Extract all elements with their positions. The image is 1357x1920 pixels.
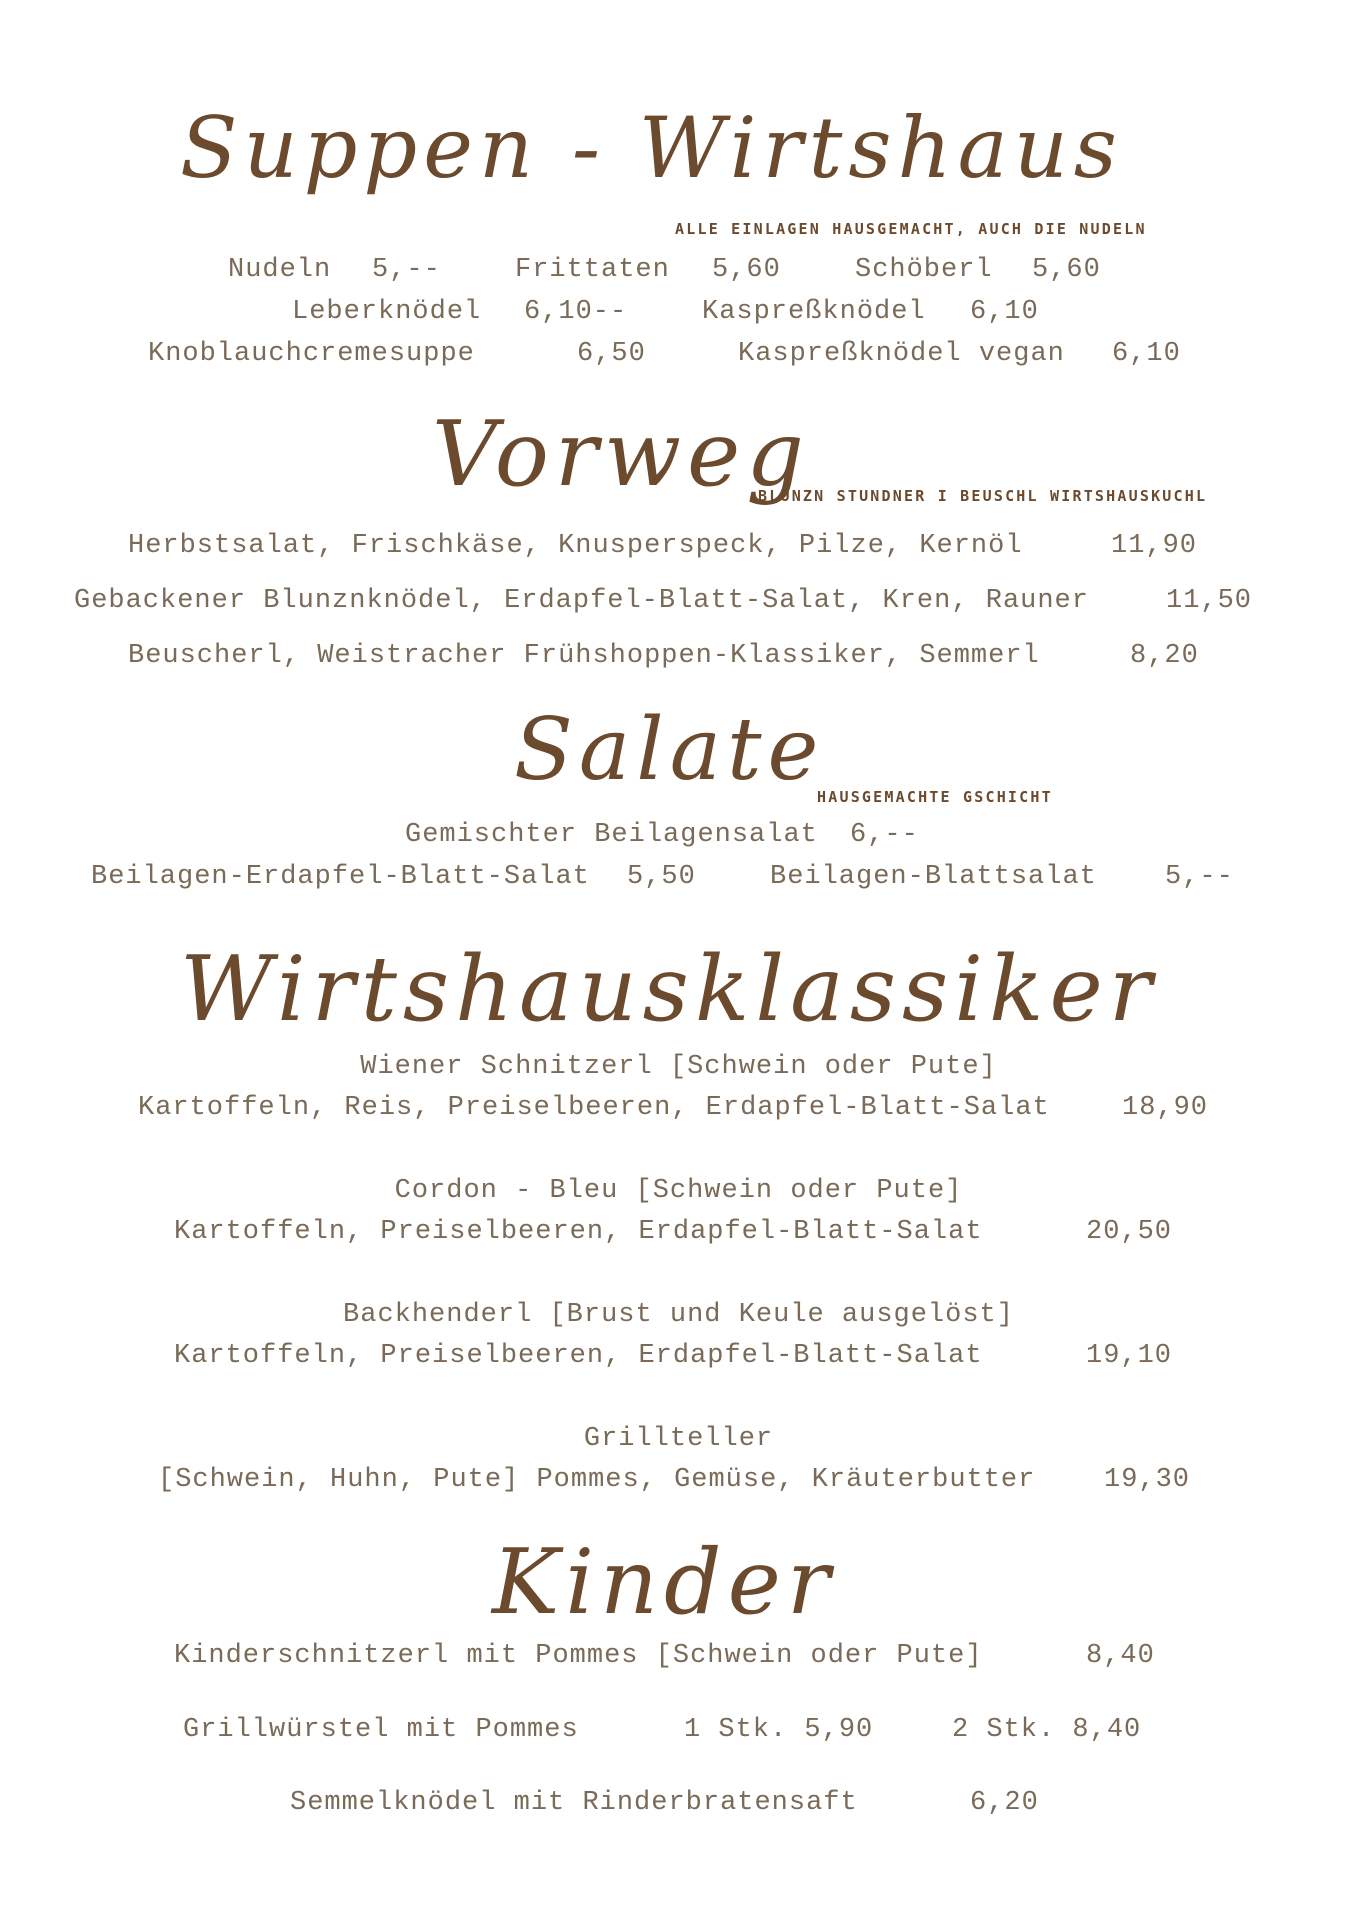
menu-item-price: 19,30 (1104, 1465, 1191, 1495)
menu-item-price: 19,10 (1086, 1341, 1173, 1371)
section-tagline-soups: ALLE EINLAGEN HAUSGEMACHT, AUCH DIE NUDELN (675, 220, 1147, 238)
menu-item-name: Grillwürstel mit Pommes (183, 1715, 579, 1745)
menu-item-name: Kinderschnitzerl mit Pommes [Schwein oder Pute] (174, 1641, 983, 1671)
menu-item-name: Beuscherl, Weistracher Frühshoppen-Klassiker, Semmerl (128, 641, 1040, 671)
classic-item-name: Grillteller (583, 1424, 774, 1454)
menu-item-price: 6,10 (1112, 339, 1181, 369)
classic-item-name: Cordon - Bleu [Schwein oder Pute] (394, 1176, 963, 1206)
classic-item-sides-row (0, 1217, 1357, 1251)
menu-item-price: 8,20 (1130, 641, 1199, 671)
section-title-kids: Kinder (492, 1530, 836, 1635)
menu-item-name: Kaspreßknödel vegan (738, 339, 1065, 369)
menu-item-sides: Kartoffeln, Reis, Preiselbeeren, Erdapfel-Blatt-Salat (138, 1093, 1050, 1123)
section-title-salads: Salate (514, 700, 825, 800)
salads-row-1 (0, 820, 1357, 854)
salads-row-2 (0, 862, 1357, 896)
menu-item-price: 8,40 (1086, 1641, 1155, 1671)
section-title-classics: Wirtshausklassiker (180, 937, 1158, 1042)
menu-item-price: 6,-- (850, 820, 919, 850)
starters-row-3 (0, 641, 1357, 675)
menu-item-name: Semmelknödel mit Rinderbratensaft (290, 1788, 858, 1818)
menu-item-price: 6,50 (577, 339, 646, 369)
menu-item-option: 2 Stk. 8,40 (952, 1715, 1142, 1745)
menu-item-price: 11,50 (1166, 586, 1253, 616)
soups-row-2 (0, 297, 1357, 331)
soups-row-3 (0, 339, 1357, 373)
kids-row-1 (0, 1641, 1357, 1675)
menu-item-sides: [Schwein, Huhn, Pute] Pommes, Gemüse, Kräuterbutter (158, 1465, 1036, 1495)
kids-row-2 (0, 1715, 1357, 1749)
starters-row-1 (0, 531, 1357, 565)
starters-row-2 (0, 586, 1357, 620)
menu-item-price: 6,10 (970, 297, 1039, 327)
kids-row-3 (0, 1788, 1357, 1822)
classic-item-sides-row (0, 1465, 1357, 1499)
menu-item-name: Beilagen-Erdapfel-Blatt-Salat (91, 862, 590, 892)
menu-item-name: Herbstsalat, Frischkäse, Knusperspeck, Pilze, Kernöl (128, 531, 1023, 561)
menu-item-name: Schöberl (855, 255, 993, 285)
menu-item-price: 5,60 (1032, 255, 1101, 285)
menu-item-price: 6,20 (970, 1788, 1039, 1818)
section-title-starters: Vorweg (432, 402, 810, 507)
menu-item-price: 5,-- (1165, 862, 1234, 892)
classic-item-name: Backhenderl [Brust und Keule ausgelöst] (343, 1300, 1014, 1330)
classic-item-sides-row (0, 1093, 1357, 1127)
menu-item-price: 6,10-- (524, 297, 628, 327)
menu-item-price: 18,90 (1122, 1093, 1209, 1123)
menu-item-sides: Kartoffeln, Preiselbeeren, Erdapfel-Blatt-Salat (174, 1217, 983, 1247)
menu-item-price: 20,50 (1086, 1217, 1173, 1247)
menu-item-sides: Kartoffeln, Preiselbeeren, Erdapfel-Blatt-Salat (174, 1341, 983, 1371)
menu-item-name: Beilagen-Blattsalat (770, 862, 1097, 892)
menu-item-name: Gebackener Blunznknödel, Erdapfel-Blatt-Salat, Kren, Rauner (74, 586, 1089, 616)
menu-item-price: 5,-- (372, 255, 441, 285)
menu-item-price: 5,60 (712, 255, 781, 285)
menu-item-name: Nudeln (228, 255, 332, 285)
soups-row-1 (0, 255, 1357, 289)
menu-item-name: Leberknödel (292, 297, 482, 327)
classic-item-name: Wiener Schnitzerl [Schwein oder Pute] (360, 1052, 997, 1082)
menu-item-name: Gemischter Beilagensalat (405, 820, 818, 850)
section-tagline-salads: HAUSGEMACHTE GSCHICHT (817, 788, 1053, 806)
menu-item-name: Knoblauchcremesuppe (148, 339, 475, 369)
menu-item-name: Frittaten (515, 255, 670, 285)
classic-item-sides-row (0, 1341, 1357, 1375)
section-tagline-starters: BLUNZN STUNDNER I BEUSCHL WIRTSHAUSKUCHL (758, 487, 1208, 505)
menu-item-price: 5,50 (627, 862, 696, 892)
section-title-soups: Suppen - Wirtshaus (180, 99, 1123, 197)
menu-item-option: 1 Stk. 5,90 (684, 1715, 874, 1745)
menu-item-price: 11,90 (1111, 531, 1198, 561)
menu-item-name: Kaspreßknödel (702, 297, 926, 327)
